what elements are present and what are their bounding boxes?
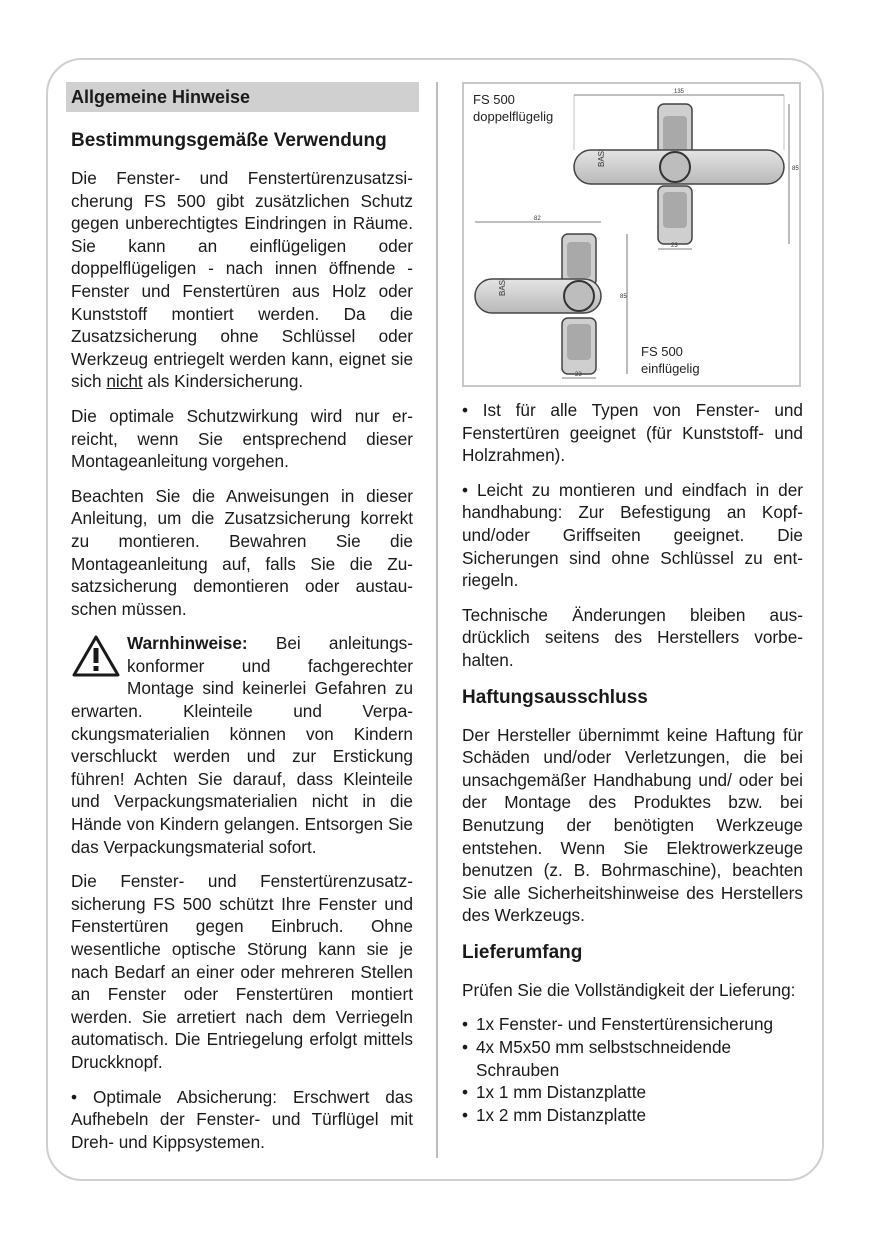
dim-85b: 85 — [620, 294, 627, 300]
single-lower-insert — [567, 324, 591, 360]
paragraph-usage — [71, 167, 413, 393]
heading-scope: Lieferumfang — [462, 941, 583, 963]
list-item: • 1x 1 mm Distanzplatte — [462, 1081, 803, 1104]
paragraph-changes: Technische Änderungen bleiben ausdrücklich seitens des Herstellers vorbehalten. — [462, 604, 803, 670]
warning-text: Bei anleitungskonformer und fachgerechter Montage sind keinerlei Gefahren zu erwarten. Kleinteile und Verpackungsmaterialien können von Kindern verschluckt werden und zur Erstickung führen! Achten Sie darauf, dass Kleinteile und Verpackungsmaterialien nicht in die Hände von Kindern gelangen. Entsorgen Sie das Verpackungsmaterial sofort. — [71, 633, 413, 857]
dim-23a: 23 — [671, 243, 678, 249]
double-wing-lock — [574, 89, 799, 249]
usage-text-a: Die Fenster- und Fenstertürenzusatzsicherung FS 500 gibt zusätzlichen Schutz gegen unberechtigtes Eindringen in Räume. Sie kann an einflügeligen oder doppelflügeligen - nach innen öffnende - Fenster und Fenstertüren aus Holz oder Kunststoff montiert werden. Da die Zusatzsicherung ohne Schlüssel oder Werkzeug entriegelt werden kann, eignet sie sich — [71, 168, 413, 392]
double-brand: BASI — [597, 148, 606, 167]
warning-label: Warnhinweise: — [127, 633, 248, 654]
upper-wing-insert — [663, 116, 687, 152]
paragraph-liability: Der Hersteller übernimmt keine Haftung für Schäden und/oder Verletzungen, die bei unsachgemäßer Handhabung und/ oder bei der Montage des Produktes bzw. bei Benutzung der benötigten Werkzeuge entstehen. Wenn Sie Elektrowerkzeuge benutzen (z. B. Bohrmaschine), beachten Sie alle Sicherheitshinweise des Herstellers des Werkzeugs. — [462, 724, 803, 926]
section-title: Allgemeine Hinweise — [66, 82, 419, 112]
dim-85a: 85 — [792, 166, 799, 172]
diagram-svg — [464, 84, 799, 385]
warning-block — [71, 632, 413, 858]
usage-underline: nicht — [106, 371, 143, 392]
single-lock-button — [564, 281, 594, 311]
paragraph-types: • Ist für alle Typen von Fenster- und Fenstertüren geeignet (für Kunststoff- und Holzrahmen). — [462, 400, 803, 466]
double-lock-button — [660, 152, 690, 182]
single-wing-lock — [475, 216, 627, 378]
heading-usage: Bestimmungsgemäße Verwendung — [71, 130, 387, 151]
single-upper-insert — [567, 242, 591, 278]
paragraph-burglary: Die Fenster- und Fenstertürenzusatzsicherung FS 500 schützt Ihre Fenster und Fenstertüren gegen Einbruch. Ohne wesentliche optische Störung kann sie je nach Bedarf an einer oder mehreren Stellen an Fenster oder Fenstertüren montiert werden. Sie arretiert nach dem Verriegeln automatisch. Die Entriegelung erfolgt mittels Druckknopf. — [71, 871, 413, 1072]
usage-text-b: als Kindersicherung. — [142, 371, 304, 392]
label-double-sub: doppelflügelig — [473, 109, 554, 124]
left-column — [71, 82, 413, 1165]
delivery-list — [462, 1013, 803, 1126]
dim-23b: 23 — [575, 372, 582, 378]
lower-wing-insert — [663, 192, 687, 228]
paragraph-optimal: • Optimale Absicherung: Erschwert das Aufhebeln der Fenster- und Türflügel mit Dreh- und Kippsystemen. — [71, 1086, 413, 1152]
label-single-sub: einflügelig — [641, 361, 700, 376]
column-divider — [436, 82, 438, 1158]
right-column — [462, 82, 803, 1126]
heading-liability: Haftungsausschluss — [462, 686, 648, 708]
paragraph-scope: Prüfen Sie die Vollständigkeit der Lieferung: — [462, 979, 796, 1000]
single-brand: BASI — [498, 277, 507, 296]
list-item: • 1x 2 mm Distanzplatte — [462, 1104, 803, 1127]
dim-135: 135 — [674, 89, 685, 95]
paragraph-easy: • Leicht zu montieren und eindfach in der handhabung: Zur Befestigung an Kopf- und/oder Griffseiten geeignet. Die Sicherungen sind ohne Schlüssel zu entriegeln. — [462, 479, 803, 591]
paragraph-instructions: Beachten Sie die Anweisungen in dieser Anleitung, um die Zusatzsicherung korrekt zu montieren. Bewahren Sie die Montageanleitung auf, falls Sie die Zusatzsicherung demontieren oder austauschen müssen. — [71, 485, 413, 619]
label-single-title: FS 500 — [641, 344, 683, 359]
warning-triangle-icon — [71, 634, 121, 678]
list-item: • 1x Fenster- und Fenstertürensicherung — [462, 1013, 803, 1036]
label-double-title: FS 500 — [473, 92, 515, 107]
list-item: • 4x M5x50 mm selbstschneidende Schrauben — [462, 1036, 803, 1081]
paragraph-protection: Die optimale Schutzwirkung wird nur erreicht, wenn Sie entsprechend dieser Montageanleitung vorgehen. — [71, 405, 413, 472]
product-diagram — [462, 82, 801, 387]
dim-82: 82 — [534, 216, 541, 222]
